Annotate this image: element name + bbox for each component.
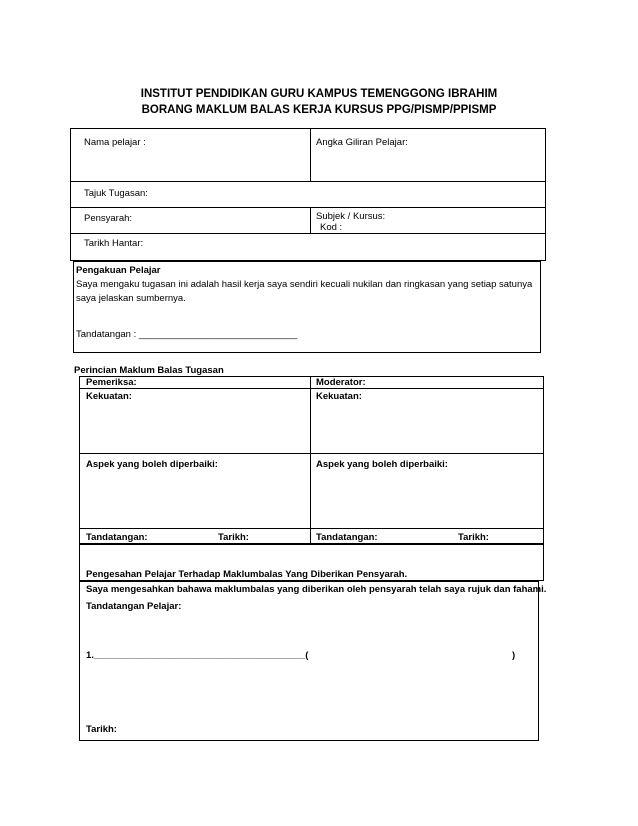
strengths-label-moderator: Kekuatan: [316, 391, 362, 402]
improvement-label-moderator: Aspek yang boleh diperbaiki: [316, 459, 448, 470]
student-number-label: Angka Giliran Pelajar: [316, 137, 408, 148]
feedback-section-title: Perincian Maklum Balas Tugasan [74, 365, 224, 376]
student-name-label: Nama pelajar : [84, 137, 146, 148]
declaration-signature: Tandatangan : ______________________________ [76, 329, 298, 340]
confirmation-title: Pengesahan Pelajar Terhadap Maklumbalas Yang Diberikan Pensyarah. [86, 569, 408, 580]
assignment-title-label: Tajuk Tugasan: [84, 188, 148, 199]
form-institution-title: INSTITUT PENDIDIKAN GURU KAMPUS TEMENGGONG IBRAHIM [140, 88, 498, 100]
improvement-label-examiner: Aspek yang boleh diperbaiki: [86, 459, 218, 470]
lecturer-label: Pensyarah: [84, 213, 133, 224]
examiner-label: Pemeriksa: [86, 377, 137, 388]
moderator-label: Moderator: [316, 377, 366, 388]
declaration-text: Saya mengaku tugasan ini adalah hasil kerja saya sendiri kecuali nukilan dan ringkasan yang setiap satunya saya jelaskan sumbernya. [76, 279, 533, 304]
declaration-title: Pengakuan Pelajar [76, 265, 161, 276]
submission-date-label: Tarikh Hantar: [84, 238, 144, 249]
moderator-signature-label: Tandatangan: [316, 532, 378, 543]
examiner-signature-label: Tandatangan: [86, 532, 148, 543]
strengths-label-examiner: Kekuatan: [86, 391, 132, 402]
examiner-date-label: Tarikh: [218, 532, 249, 543]
subject-label: Subjek / Kursus: [316, 211, 386, 222]
moderator-date-label: Tarikh: [458, 532, 489, 543]
confirmation-date-label: Tarikh: [86, 724, 117, 735]
confirmation-text: Saya mengesahkan bahawa maklumbalas yang diberikan oleh pensyarah telah saya rujuk dan fahami. [86, 584, 547, 595]
student-signature-label: Tandatangan Pelajar: [86, 601, 182, 612]
form-title: BORANG MAKLUM BALAS KERJA KURSUS PPG/PISMP/PPISMP [141, 104, 497, 116]
course-code-label: Kod : [320, 222, 343, 233]
student-signature-line: 1.________________________________________( [86, 650, 309, 661]
signature-line-close: ) [512, 650, 516, 661]
